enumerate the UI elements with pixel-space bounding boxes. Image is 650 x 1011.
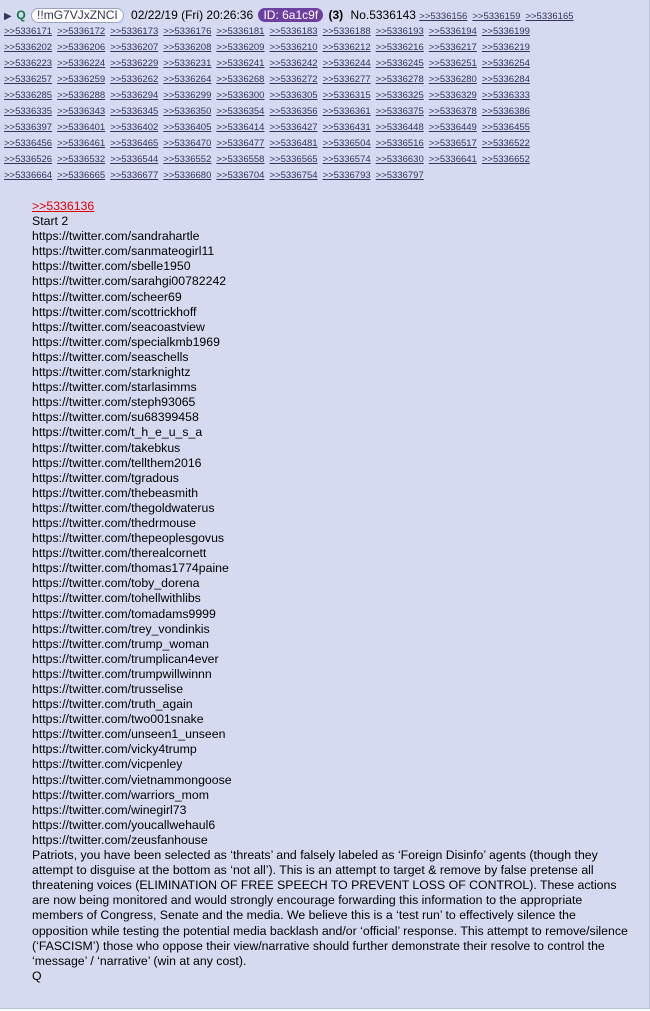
reply-backlink[interactable]: >>5336231 xyxy=(163,58,212,69)
reply-backlink[interactable]: >>5336665 xyxy=(57,170,106,181)
reply-backlink[interactable]: >>5336544 xyxy=(110,154,159,165)
reply-backlink[interactable]: >>5336210 xyxy=(269,42,318,53)
reply-backlink[interactable]: >>5336208 xyxy=(163,42,212,53)
reply-backlink[interactable]: >>5336183 xyxy=(269,26,318,37)
reply-backlink[interactable]: >>5336427 xyxy=(269,122,318,133)
reply-backlink[interactable]: >>5336202 xyxy=(4,42,53,53)
reply-backlink[interactable]: >>5336262 xyxy=(110,74,159,85)
reply-backlink[interactable]: >>5336335 xyxy=(4,106,53,117)
twitter-url-line: https://twitter.com/seacoastview xyxy=(32,319,205,334)
reply-backlink[interactable]: >>5336517 xyxy=(428,138,477,149)
reply-backlink[interactable]: >>5336386 xyxy=(481,106,530,117)
reply-backlink[interactable]: >>5336343 xyxy=(57,106,106,117)
post-signature: Q xyxy=(32,968,42,983)
reply-backlink[interactable]: >>5336558 xyxy=(216,154,265,165)
reply-backlink[interactable]: >>5336280 xyxy=(428,74,477,85)
reply-backlink[interactable]: >>5336565 xyxy=(269,154,318,165)
twitter-url-line: https://twitter.com/trumplican4ever xyxy=(32,651,219,666)
reply-backlink[interactable]: >>5336244 xyxy=(322,58,371,69)
reply-backlink[interactable]: >>5336333 xyxy=(481,90,530,101)
reply-backlink[interactable]: >>5336216 xyxy=(375,42,424,53)
reply-backlink[interactable]: >>5336159 xyxy=(472,11,521,22)
post-info-line xyxy=(4,8,644,23)
reply-backlink[interactable]: >>5336299 xyxy=(163,90,212,101)
reply-backlink[interactable]: >>5336465 xyxy=(110,138,159,149)
reply-backlinks xyxy=(4,23,644,183)
reply-backlink[interactable]: >>5336516 xyxy=(375,138,424,149)
twitter-url-line: https://twitter.com/truth_again xyxy=(32,697,193,712)
twitter-url-line: https://twitter.com/winegirl73 xyxy=(32,802,187,817)
reply-backlink[interactable]: >>5336284 xyxy=(481,74,530,85)
reply-backlink[interactable]: >>5336361 xyxy=(322,106,371,117)
post-text-lines xyxy=(32,214,632,848)
twitter-url-line: https://twitter.com/trumpwillwinnn xyxy=(32,666,212,681)
reply-backlink[interactable]: >>5336315 xyxy=(322,90,371,101)
reply-backlink[interactable]: >>5336680 xyxy=(163,170,212,181)
twitter-url-line: https://twitter.com/tohellwithlibs xyxy=(32,591,201,606)
reply-backlink[interactable]: >>5336504 xyxy=(322,138,371,149)
reply-backlink[interactable]: >>5336188 xyxy=(322,26,371,37)
twitter-url-line: https://twitter.com/scheer69 xyxy=(32,289,182,304)
reply-backlink[interactable]: >>5336345 xyxy=(110,106,159,117)
twitter-url-line: https://twitter.com/trusselise xyxy=(32,682,184,696)
reply-backlink[interactable]: >>5336470 xyxy=(163,138,212,149)
reply-backlink[interactable]: >>5336199 xyxy=(481,26,530,37)
reply-backlink[interactable]: >>5336375 xyxy=(375,106,424,117)
reply-backlink[interactable]: >>5336223 xyxy=(4,58,53,69)
reply-backlink-row xyxy=(4,103,644,119)
post-number[interactable]: No.5336143 xyxy=(350,8,416,22)
twitter-url-line: https://twitter.com/seaschells xyxy=(32,349,189,364)
twitter-url-line: https://twitter.com/thomas1774paine xyxy=(32,561,229,576)
twitter-url-line: https://twitter.com/unseen1_unseen xyxy=(32,727,226,742)
reply-backlink[interactable]: >>5336285 xyxy=(4,90,53,101)
twitter-url-line: https://twitter.com/scottrickhoff xyxy=(32,304,197,319)
twitter-url-line: https://twitter.com/vietnammongoose xyxy=(32,772,232,787)
twitter-url-line: https://twitter.com/tellthem2016 xyxy=(32,455,202,470)
reply-backlink[interactable]: >>5336165 xyxy=(525,11,574,22)
twitter-url-line: https://twitter.com/vicpenley xyxy=(32,757,183,772)
reply-backlink[interactable]: >>5336455 xyxy=(481,122,530,133)
reply-backlink[interactable]: >>5336552 xyxy=(163,154,212,165)
reply-backlink[interactable]: >>5336242 xyxy=(269,58,318,69)
reply-backlink[interactable]: >>5336664 xyxy=(4,170,53,181)
reply-backlink[interactable]: >>5336431 xyxy=(322,122,371,133)
quote-link[interactable]: >>5336136 xyxy=(32,199,95,213)
reply-backlink[interactable]: >>5336522 xyxy=(481,138,530,149)
reply-backlink[interactable]: >>5336212 xyxy=(322,42,371,53)
reply-backlink[interactable]: >>5336754 xyxy=(269,170,318,181)
reply-backlink-row xyxy=(4,71,644,87)
reply-backlink-row xyxy=(4,87,644,103)
post-datetime: 02/22/19 (Fri) 20:26:36 xyxy=(131,8,254,22)
reply-backlink[interactable]: >>5336254 xyxy=(481,58,530,69)
twitter-url-line: https://twitter.com/t_h_e_u_s_a xyxy=(32,425,203,440)
reply-backlink[interactable]: >>5336641 xyxy=(428,154,477,165)
reply-backlink[interactable]: >>5336793 xyxy=(322,170,371,181)
reply-backlink[interactable]: >>5336456 xyxy=(4,138,53,149)
twitter-url-line: https://twitter.com/starlasimms xyxy=(32,380,197,395)
reply-backlink[interactable]: >>5336173 xyxy=(110,26,159,37)
post-paragraph: Patriots, you have been selected as ‘threats’ and falsely labeled as ‘Foreign Disinfo’ agents (though they attempt to disguise at the bottom as ‘not all’). This is an attempt to target & remove by false pretense all threatening voices (ELIMINATION OF FREE SPEECH TO PREVENT LOSS OF CONTROL). These actions are now being monitored and would strongly encourage forwarding this information to the appropriate members of Congress, Senate and the media. We believe this is a ‘test run’ to effectively silence the opposition while testing the potential media backlash and/or ‘official’ response. This attempt to remove/silence (‘FASCISM’) those who oppose their view/narrative should further demonstrate their resolve to control the ‘message’ / ‘narrative’ (win at any cost). xyxy=(32,848,628,968)
reply-backlink[interactable]: >>5336172 xyxy=(57,26,106,37)
reply-backlink[interactable]: >>5336325 xyxy=(375,90,424,101)
poster-post-count: (3) xyxy=(328,8,344,22)
reply-backlink[interactable]: >>5336677 xyxy=(110,170,159,181)
reply-backlink[interactable]: >>5336329 xyxy=(428,90,477,101)
reply-backlink[interactable]: >>5336209 xyxy=(216,42,265,53)
reply-backlink[interactable]: >>5336397 xyxy=(4,122,53,133)
reply-backlink[interactable]: >>5336181 xyxy=(216,26,265,37)
reply-backlink[interactable]: >>5336272 xyxy=(269,74,318,85)
twitter-url-line: https://twitter.com/specialkmb1969 xyxy=(32,334,220,349)
reply-backlink[interactable]: >>5336156 xyxy=(419,11,468,22)
twitter-url-line: https://twitter.com/two001snake xyxy=(32,712,204,727)
twitter-url-line: https://twitter.com/thegoldwaterus xyxy=(32,500,215,515)
twitter-url-line: https://twitter.com/vicky4trump xyxy=(32,742,197,757)
reply-backlink[interactable]: >>5336401 xyxy=(57,122,106,133)
twitter-url-line: https://twitter.com/takebkus xyxy=(32,440,181,455)
post-text-line: Start 2 xyxy=(32,214,69,229)
twitter-url-line: https://twitter.com/thepeoplesgovus xyxy=(32,531,225,546)
reply-backlink[interactable]: >>5336241 xyxy=(216,58,265,69)
reply-backlink[interactable]: >>5336354 xyxy=(216,106,265,117)
reply-backlink[interactable]: >>5336207 xyxy=(110,42,159,53)
twitter-url-line: https://twitter.com/zeusfanhouse xyxy=(32,832,208,847)
twitter-url-line: https://twitter.com/thedrmouse xyxy=(32,515,197,530)
twitter-url-line: https://twitter.com/therealcornett xyxy=(32,546,207,561)
post-header xyxy=(4,8,644,183)
reply-backlink[interactable]: >>5336414 xyxy=(216,122,265,133)
reply-backlink[interactable]: >>5336449 xyxy=(428,122,477,133)
tripcode: !!mG7VJxZNCI xyxy=(31,8,124,23)
reply-backlink[interactable]: >>5336405 xyxy=(163,122,212,133)
reply-backlink[interactable]: >>5336532 xyxy=(57,154,106,165)
reply-backlink[interactable]: >>5336305 xyxy=(269,90,318,101)
poster-name: Q xyxy=(16,8,26,22)
reply-backlink-row xyxy=(4,119,644,135)
twitter-url-line: https://twitter.com/trump_woman xyxy=(32,636,210,651)
post-menu-arrow-icon[interactable]: ▶ xyxy=(4,11,12,22)
reply-backlink-row xyxy=(4,23,644,39)
reply-backlink[interactable]: >>5336251 xyxy=(428,58,477,69)
reply-backlink[interactable]: >>5336378 xyxy=(428,106,477,117)
reply-backlink[interactable]: >>5336461 xyxy=(57,138,106,149)
reply-backlink[interactable]: >>5336217 xyxy=(428,42,477,53)
reply-backlink[interactable]: >>5336350 xyxy=(163,106,212,117)
twitter-url-line: https://twitter.com/su68399458 xyxy=(32,410,199,425)
reply-backlink[interactable]: >>5336300 xyxy=(216,90,265,101)
reply-backlink[interactable]: >>5336574 xyxy=(322,154,371,165)
reply-backlink[interactable]: >>5336356 xyxy=(269,106,318,117)
reply-backlink[interactable]: >>5336268 xyxy=(216,74,265,85)
post-body xyxy=(32,199,632,984)
reply-backlink[interactable]: >>5336229 xyxy=(110,58,159,69)
twitter-url-line: https://twitter.com/warriors_mom xyxy=(32,787,209,802)
reply-backlink[interactable]: >>5336176 xyxy=(163,26,212,37)
twitter-url-line: https://twitter.com/tgradous xyxy=(32,470,179,485)
reply-backlink[interactable]: >>5336526 xyxy=(4,154,53,165)
reply-backlink[interactable]: >>5336219 xyxy=(481,42,530,53)
twitter-url-line: https://twitter.com/sanmateogirl11 xyxy=(32,244,215,259)
reply-backlink[interactable]: >>5336704 xyxy=(216,170,265,181)
reply-backlink[interactable]: >>5336277 xyxy=(322,74,371,85)
twitter-url-line: https://twitter.com/tomadams9999 xyxy=(32,606,216,621)
reply-backlink[interactable]: >>5336448 xyxy=(375,122,424,133)
reply-backlink-row xyxy=(4,151,644,167)
reply-backlink[interactable]: >>5336259 xyxy=(57,74,106,85)
reply-backlink-row xyxy=(4,55,644,71)
reply-backlink[interactable]: >>5336257 xyxy=(4,74,53,85)
twitter-url-line: https://twitter.com/trey_vondinkis xyxy=(32,621,210,636)
twitter-url-line: https://twitter.com/starknightz xyxy=(32,365,191,380)
reply-backlink[interactable]: >>5336294 xyxy=(110,90,159,101)
reply-backlink[interactable]: >>5336193 xyxy=(375,26,424,37)
reply-backlink-row xyxy=(4,135,644,151)
reply-backlink[interactable]: >>5336206 xyxy=(57,42,106,53)
twitter-url-line: https://twitter.com/thebeasmith xyxy=(32,485,199,500)
reply-backlink[interactable]: >>5336481 xyxy=(269,138,318,149)
reply-backlink[interactable]: >>5336224 xyxy=(57,58,106,69)
reply-backlink[interactable]: >>5336288 xyxy=(57,90,106,101)
twitter-url-line: https://twitter.com/youcallwehaul6 xyxy=(32,817,216,832)
reply-backlink[interactable]: >>5336797 xyxy=(375,170,424,181)
reply-backlink[interactable]: >>5336245 xyxy=(375,58,424,69)
reply-backlink-row xyxy=(4,167,644,183)
reply-backlink[interactable]: >>5336630 xyxy=(375,154,424,165)
reply-backlink[interactable]: >>5336477 xyxy=(216,138,265,149)
twitter-url-line: https://twitter.com/sandrahartle xyxy=(32,229,200,244)
reply-backlink[interactable]: >>5336652 xyxy=(481,154,530,165)
reply-backlink[interactable]: >>5336171 xyxy=(4,26,53,37)
reply-backlink[interactable]: >>5336194 xyxy=(428,26,477,37)
reply-backlink-row xyxy=(4,39,644,55)
reply-backlink[interactable]: >>5336402 xyxy=(110,122,159,133)
twitter-url-line: https://twitter.com/toby_dorena xyxy=(32,576,200,591)
twitter-url-line: https://twitter.com/steph93065 xyxy=(32,395,196,410)
reply-backlink[interactable]: >>5336264 xyxy=(163,74,212,85)
twitter-url-line: https://twitter.com/sarahgi00782242 xyxy=(32,274,227,289)
reply-backlink[interactable]: >>5336278 xyxy=(375,74,424,85)
twitter-url-line: https://twitter.com/sbelle1950 xyxy=(32,259,191,274)
poster-id-badge[interactable]: ID: 6a1c9f xyxy=(258,8,323,22)
